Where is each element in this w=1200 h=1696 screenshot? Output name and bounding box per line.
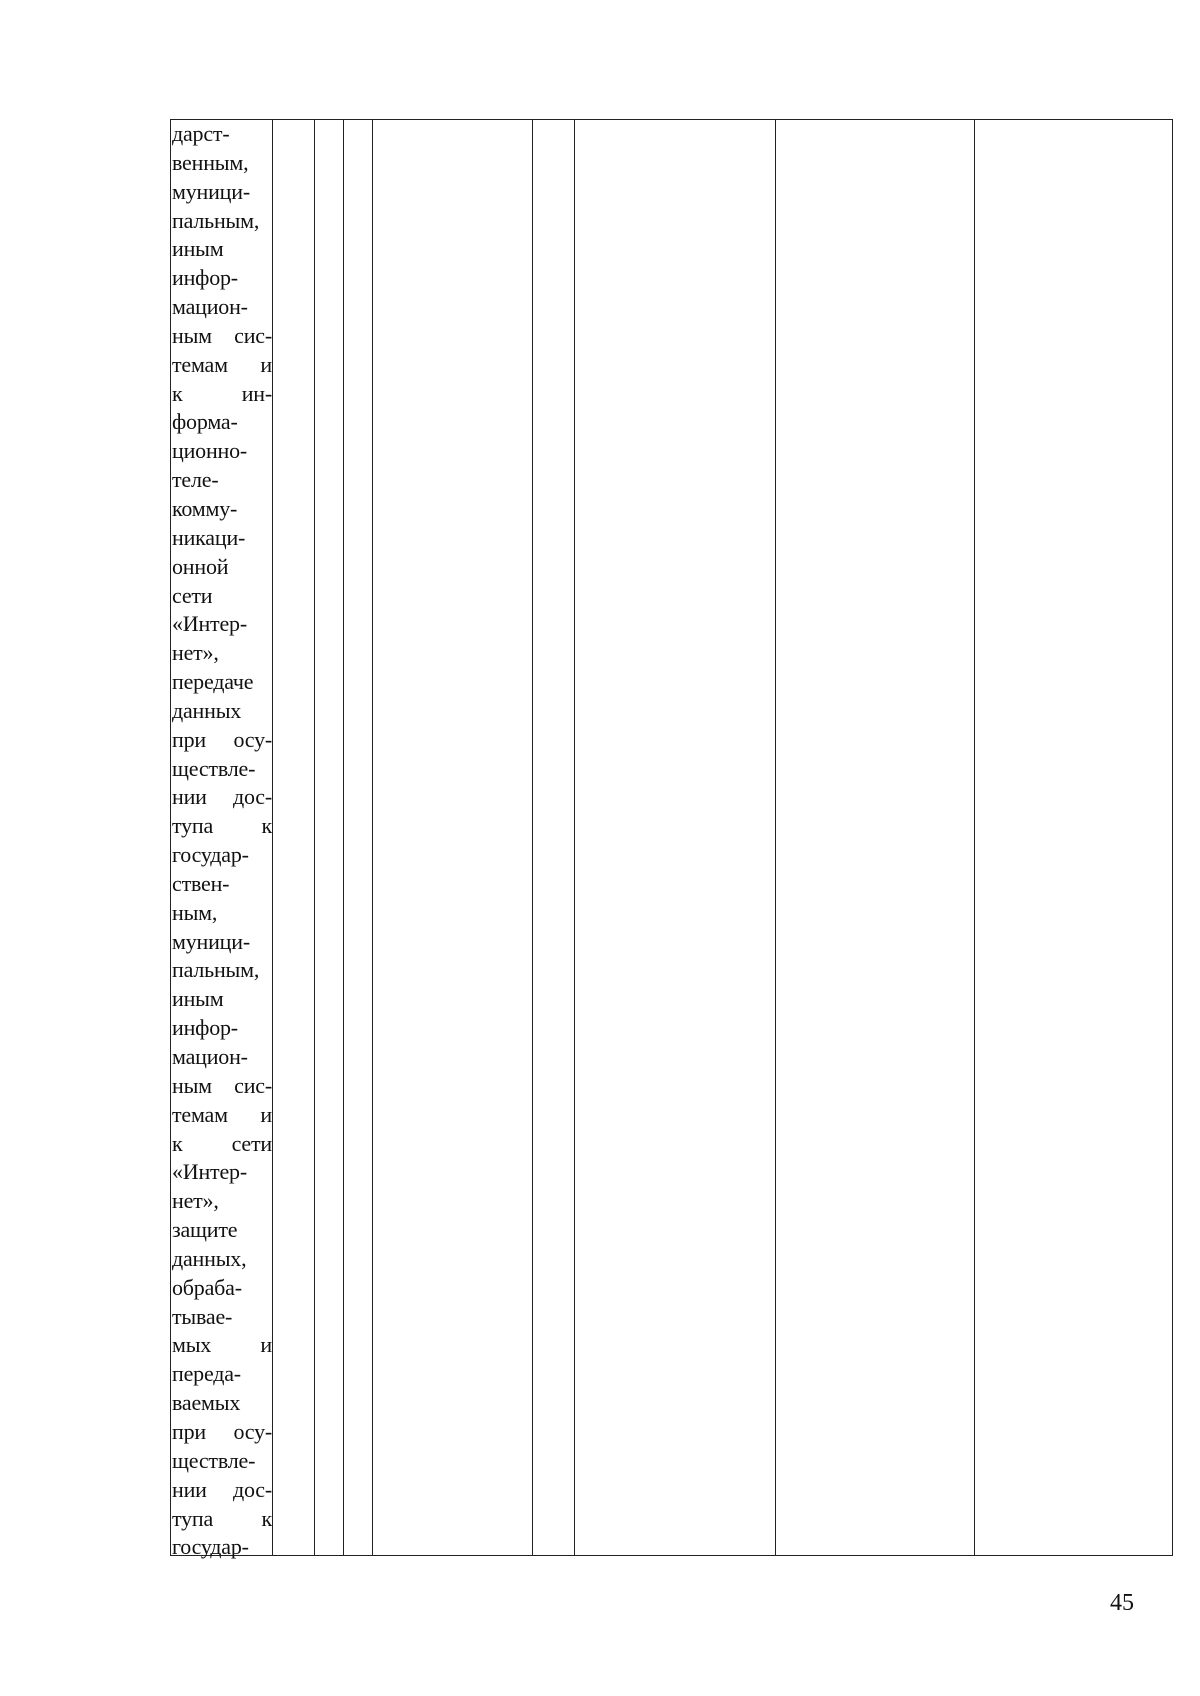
cell-text-line: к ин- [172, 380, 272, 406]
cell-text-line: передаче [172, 669, 254, 695]
cell-text-line: темам и [172, 1101, 272, 1127]
cell-text-line: сети [172, 582, 213, 608]
column-divider [574, 120, 575, 1555]
cell-text-line: при осу- [172, 1418, 272, 1444]
cell-text-line: нии дос- [172, 1476, 272, 1502]
cell-text-line: ционно- [172, 438, 248, 464]
cell-text-line: иным [172, 236, 224, 262]
cell-text-line: к сети [172, 1130, 272, 1156]
cell-text-line: ным сис- [172, 1072, 272, 1098]
column-divider [974, 120, 975, 1555]
cell-text-line: комму- [172, 495, 238, 521]
cell-text-line: мых и [172, 1332, 272, 1358]
cell-text-line: при осу- [172, 726, 272, 752]
cell-text-line: нии дос- [172, 784, 272, 810]
column-divider [372, 120, 373, 1555]
cell-text-line: никаци- [172, 524, 246, 550]
cell-text-line: государ- [172, 1534, 249, 1560]
cell-text-line: инфор- [172, 265, 238, 291]
cell-text-line: обраба- [172, 1274, 242, 1300]
cell-text-line: тупа к [172, 1505, 272, 1531]
cell-text-line: муници- [172, 178, 250, 204]
cell-text-line: тупа к [172, 813, 272, 839]
cell-text-line: темам и [172, 351, 272, 377]
cell-text-line: ным, [172, 899, 218, 925]
cell-text-line: инфор- [172, 1015, 238, 1041]
column-divider [314, 120, 315, 1555]
table-cell-column-1 [172, 120, 272, 1562]
cell-text-line: ществле- [172, 755, 256, 781]
cell-text-line: «Интер- [172, 611, 247, 637]
cell-text-line: муници- [172, 928, 250, 954]
column-divider [272, 120, 273, 1555]
cell-text-line: данных [172, 697, 242, 723]
data-table [170, 119, 1173, 1560]
cell-text-line: ным сис- [172, 322, 272, 348]
cell-text-line: тывае- [172, 1303, 233, 1329]
page-number: 45 [1110, 1590, 1134, 1616]
cell-text-line: данных, [172, 1245, 247, 1271]
cell-text-line: мацион- [172, 294, 248, 320]
cell-text-line: ствен- [172, 870, 230, 896]
cell-text-line: дарст- [172, 121, 230, 146]
cell-text-line: нет», [172, 640, 219, 666]
cell-text-line: пальным, [172, 207, 260, 233]
cell-text-line: венным, [172, 149, 249, 175]
cell-text-line: нет», [172, 1188, 219, 1214]
cell-text-line: пальным, [172, 957, 260, 983]
cell-text-line: форма- [172, 409, 238, 435]
cell-text-line: переда- [172, 1361, 241, 1387]
column-divider [775, 120, 776, 1555]
cell-text-line: ществле- [172, 1447, 256, 1473]
cell-text-line: защите [172, 1217, 238, 1243]
column-divider [532, 120, 533, 1555]
cell-text-line: государ- [172, 842, 249, 868]
column-divider [343, 120, 344, 1555]
cell-text-line: иным [172, 986, 224, 1012]
cell-text-line: теле- [172, 467, 219, 493]
cell-text-line: «Интер- [172, 1159, 247, 1185]
cell-text-line: онной [172, 553, 229, 579]
cell-text-line: ваемых [172, 1390, 241, 1416]
cell-text-line: мацион- [172, 1044, 248, 1069]
